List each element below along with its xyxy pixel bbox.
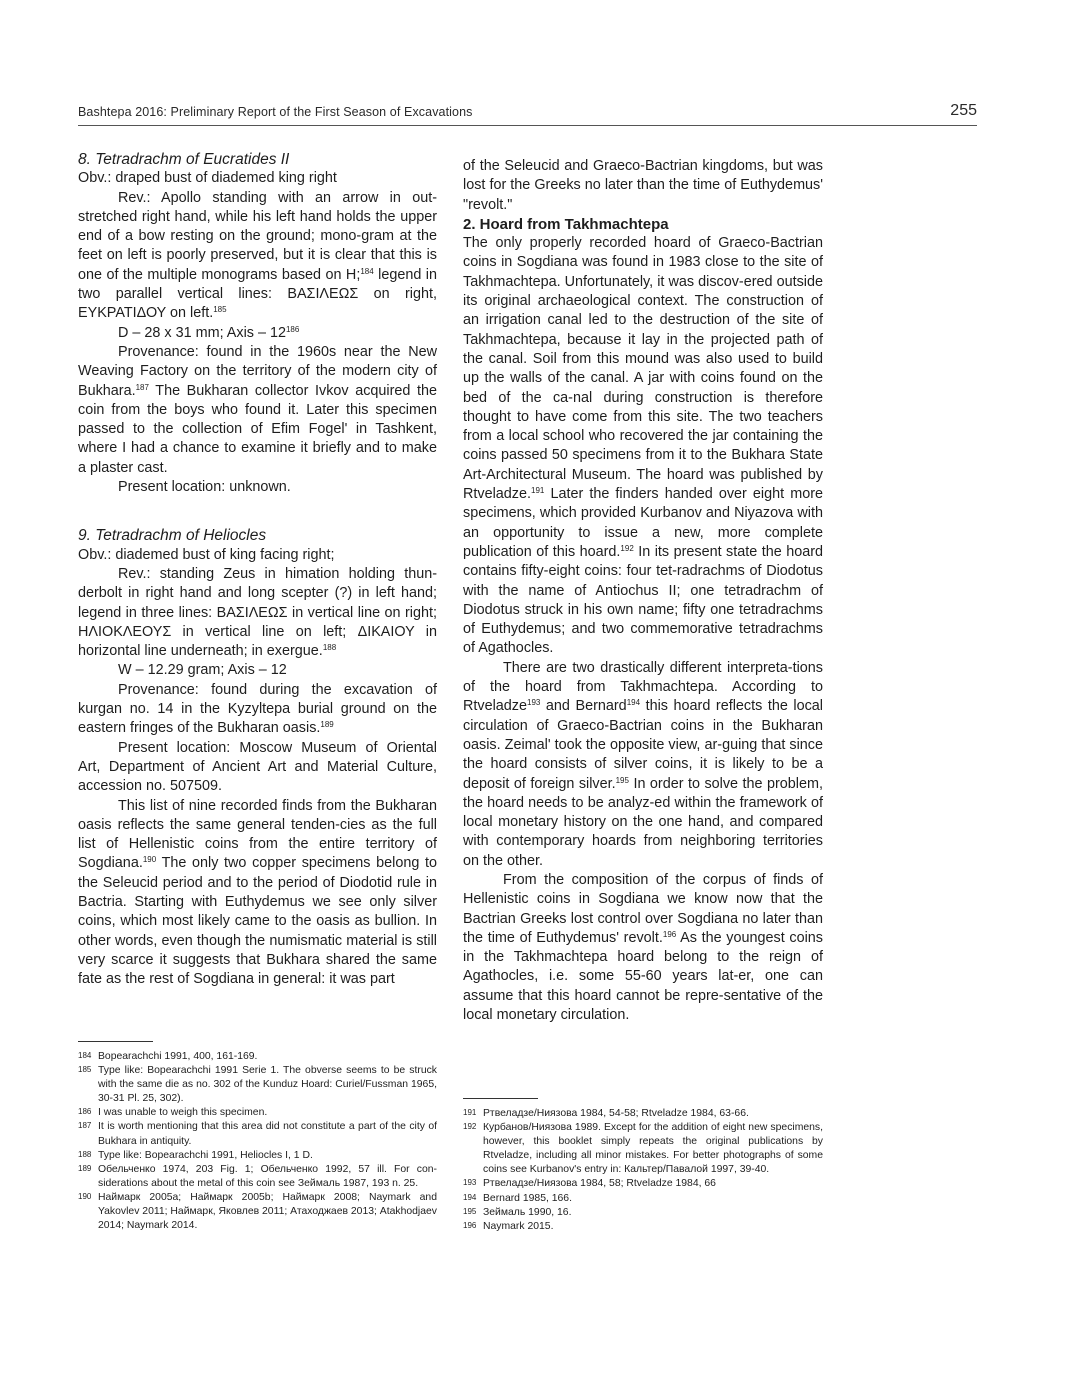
footnote-text: Ртвеладзе/Ниязова 1984, 58; Rtveladze 1984, 66: [483, 1178, 716, 1190]
footnote-number: 190: [78, 1191, 92, 1201]
body-paragraph: The only properly recorded hoard of Graeco-Bactrian coins in Sogdiana was found in 1983 close to the site of Takhmachtepa. Unfortunately, it was discov-ered outside its original archaeological context. The construction of an irrigation canal led to the destruction of the site of Takhmachtepa, because it lay in the projected path of the canal. Soil from this mound was also used to build up the walls of the canal. A jar with coins found on the bed of the ca-nal during construction is therefore thought to have come from this site. The two teachers from a local school who recovered the jar containing the coins passed 50 specimens from it to the Bukhara State Art-Architectural Museum. The hoard was published by Rtveladze.$^{191}$ Later the finders handed over eight more specimens, which provided Kurbanov and Niyazova with an opportunity to issue a new, more complete publication of this hoard.$^{192}$ In its present state the hoard contains fifty-eight coins: four tet-radrachms of Diodotus with the name of Antiochus II; one tetradrachm of Diodotus struck in his own name; fifty one tetradrachms of Euthydemus; and two commemorative tetradrachms of Agathocles.: [463, 235, 824, 657]
footnote-ref: 193: [527, 698, 541, 708]
footnote-text: I was unable to weigh this specimen.: [98, 1107, 268, 1119]
footnotes-left: [78, 1050, 437, 1233]
footnote-number: 184: [78, 1051, 92, 1060]
left-column: [78, 150, 437, 989]
footnote-text: Bopearachchi 1991, 400, 161-169.: [98, 1051, 258, 1062]
provenance: Provenance: found in the 1960s near the New Weaving Factory on the territory of the modern city of Bukhara.$^{187}$ The Bukharan collector Ivkov acquired the coin from the boys who found it. Later this specimen passed to the collection of Efim Fogel' in Tashkent, where I had a chance to examine it briefly and to make a plaster cast.: [78, 343, 437, 476]
page-number: 255: [950, 102, 977, 119]
footnote: [463, 1107, 823, 1121]
obverse-description: Obv.: diademed bust of king facing right;: [78, 546, 335, 563]
footnote-ref: 189: [320, 720, 334, 730]
footnote-divider: [78, 1041, 153, 1042]
footnote-number: 187: [78, 1121, 92, 1131]
body-paragraph: This list of nine recorded finds from the Bukharan oasis reflects the same general tenden-cies as the full list of Hellenistic coins from the entire territory of Sogdiana.$^{190}$ The only two copper specimens belong to the Seleucid period and to the period of Diodotid rule in Bactria. Starting with Euthydemus we see only silver coins, which most likely came to the oasis as bullion. In other words, even though the numismatic material is still very scarce it suggests that Bukhara shared the same fate as the rest of Sogdiana in general: it was part: [78, 797, 437, 988]
footnote: [78, 1191, 437, 1233]
footnote-number: 189: [78, 1163, 92, 1173]
present-location: Present location: unknown.: [118, 479, 291, 496]
section-heading-9: 9. Tetradrachm of Heliocles: [78, 527, 267, 545]
footnote: [78, 1050, 437, 1064]
footnote-ref: 192: [620, 543, 634, 553]
footnote-divider: [463, 1098, 538, 1099]
section-heading-hoard: 2. Hoard from Takhmachtepa: [463, 215, 669, 233]
footnote-number: 196: [463, 1220, 477, 1230]
body-paragraph: From the composition of the corpus of finds of Hellenistic coins in Sogdiana we know now that the Bactrian Greeks lost control over Sogdiana no later than the time of Euthydemus' revolt.$^{196}$ As the youngest coins in the Takhmachtepa hoard belong to the reign of Agathocles, i.e. some 55-60 years lat-er, one can assume that this hoard cannot be repre-sentative of the local monetary circulation.: [463, 871, 823, 1024]
footnote-text: Обельченко 1974, 203 Fig. 1; Обельченко 1992, 57 ill. For con-siderations about the metal of this coin see Зеймаль 1987, 193 n. 25.: [98, 1163, 437, 1189]
footnote: [463, 1206, 823, 1220]
footnote-number: 191: [463, 1108, 477, 1117]
footnote-number: 192: [463, 1122, 477, 1132]
provenance: Provenance: found during the excavation of kurgan no. 14 in the Kyzyltepa burial ground on the eastern fringes of the Bukharan oasis.$^{189}$: [78, 681, 437, 737]
footnote: [463, 1220, 823, 1234]
footnote-ref: 194: [626, 698, 641, 708]
footnote-ref: 188: [322, 643, 337, 653]
footnote: [78, 1120, 437, 1148]
footnote-ref: 196: [662, 929, 677, 939]
footnote-ref: 185: [213, 305, 227, 315]
footnote-number: 194: [463, 1192, 477, 1202]
footnote-ref: 195: [615, 775, 629, 785]
footnote: [78, 1163, 437, 1191]
footnote-text: Type like: Bopearachchi 1991, Heliocles I, 1 D.: [98, 1149, 313, 1161]
running-header: [78, 103, 977, 126]
footnote: [78, 1064, 437, 1106]
reverse-description: Rev.: Apollo standing with an arrow in out-stretched right hand, while his left hand holds the upper end of a bow resting on the ground; mono-gram at the feet on left is poorly preserved, but it is clear that this is one of the multiple monograms based on H;$^{184}$ legend in two parallel vertical lines: ΒΑΣΙΛΕΩΣ on right, ΕΥΚΡΑΤΙΔΟΥ on left.$^{185}$: [78, 189, 437, 322]
footnote-ref: 187: [135, 382, 149, 392]
present-location: Present location: Moscow Museum of Oriental Art, Department of Ancient Art and Material Culture, accession no. 507509.: [78, 739, 437, 795]
footnote: [78, 1149, 437, 1163]
running-title: Bashtepa 2016: Preliminary Report of the First Season of Excavations: [78, 105, 473, 119]
coin-dimensions: D – 28 x 31 mm; Axis – $12^{186}$: [118, 324, 300, 341]
footnote-text: It is worth mentioning that this area did not constitute a part of the city of Bukhara in antiquity.: [98, 1121, 437, 1147]
footnote-ref: 190: [142, 855, 157, 865]
footnote-ref: 186: [285, 324, 300, 334]
section-heading-8: 8. Tetradrachm of Eucratides II: [78, 151, 290, 168]
footnote-text: Наймарк 2005a; Наймарк 2005b; Наймарк 2008; Naymark and Yakovlev 2011; Наймарк, Яковлев 2011; Атаходжаев 2013; Atakhodjaev 2014; Naymark 2014.: [98, 1191, 437, 1232]
footnote-ref: 191: [531, 486, 545, 496]
footnotes-right: [463, 1107, 823, 1234]
body-paragraph: of the Seleucid and Graeco-Bactrian kingdoms, but was lost for the Greeks no later than the time of Euthydemus' "revolt.": [463, 158, 823, 213]
footnote: [463, 1121, 823, 1177]
footnote-text: Зеймаль 1990, 16.: [483, 1206, 572, 1218]
footnote-number: 188: [78, 1149, 92, 1159]
footnote-number: 195: [463, 1206, 477, 1216]
footnote-text: Naymark 2015.: [483, 1220, 554, 1232]
footnote-number: 185: [78, 1065, 92, 1075]
obverse-description: Obv.: draped bust of diademed king right: [78, 170, 337, 187]
footnote-number: 186: [78, 1107, 92, 1117]
footnote: [78, 1106, 437, 1120]
footnote: [463, 1177, 823, 1191]
right-column: [463, 157, 823, 1025]
footnote-text: Bernard 1985, 166.: [483, 1192, 572, 1204]
footnote-text: Type like: Bopearachchi 1991 Serie 1. The obverse seems to be struck with the same die as no. 302 of the Kunduz Hoard: Curiel/Fussman 1965, 30-31 Pl. 25, 302).: [98, 1065, 437, 1105]
footnote-number: 193: [463, 1178, 477, 1188]
footnote-text: Курбанов/Ниязова 1989. Except for the addition of eight new specimens, however, this booklet simply repeats the original publications by Rtveladze, including all minor mistakes. For better photographs of some coins see Kurbanov's entry in: Кальтер/Павалой 1997, 39-40.: [483, 1122, 823, 1176]
body-paragraph: There are two drastically different interpreta-tions of the hoard from Takhmachtepa. According to Rtveladze$^{193}$ and Bernard$^{194}$ this hoard reflects the local circulation of Graeco-Bactrian coins in the Bukharan oasis. Zeimal' took the opposite view, ar-guing that since the hoard consists of silver coins, it is likely to be a deposit of foreign silver.$^{195}$ In order to solve the problem, the hoard needs to be analyz-ed within the framework of local monetary history on the one hand, and compared with contemporary hoards from neighboring territories on the other.: [463, 659, 824, 869]
coin-weight: W – 12.29 gram; Axis – 12: [118, 662, 287, 679]
footnote-ref: 184: [360, 266, 374, 276]
footnote-text: Ртвеладзе/Ниязова 1984, 54-58; Rtveladze 1984, 63-66.: [483, 1108, 749, 1119]
footnote: [463, 1192, 823, 1206]
reverse-description: Rev.: standing Zeus in himation holding thun-derbolt in right hand and long scepter (?) in left hand; legend in three lines: ΒΑΣΙΛΕΩΣ in vertical line on right; ΗΛΙΟΚΛΕΟΥΣ in vertical line on left; ΔΙΚΑΙΟΥ in horizontal line underneath; in exergue.$^{188}$: [78, 565, 437, 660]
